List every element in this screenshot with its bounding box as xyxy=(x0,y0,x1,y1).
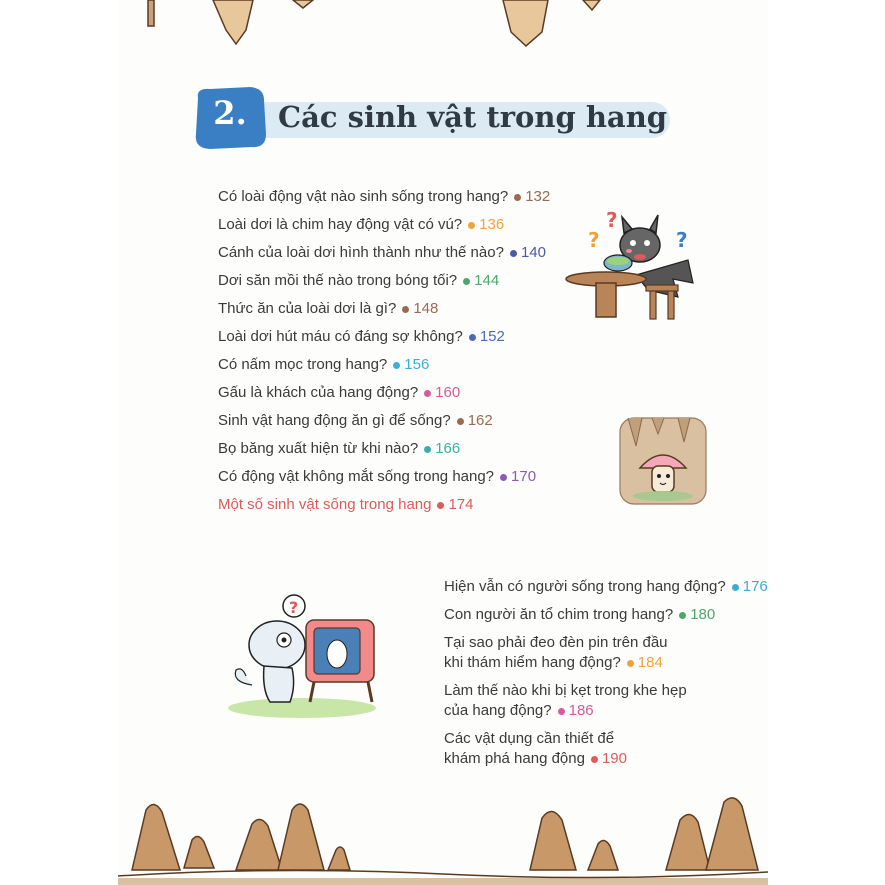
svg-text:?: ? xyxy=(289,598,299,617)
bat-eating-illustration xyxy=(558,205,708,325)
toc-item[interactable]: Loài dơi là chim hay động vật có vú? 136 xyxy=(218,216,505,233)
page-number: 132 xyxy=(525,188,551,205)
toc-item[interactable]: Hiện vẫn có người sống trong hang động? 176 xyxy=(444,578,768,595)
page-number: 186 xyxy=(568,702,594,719)
bullet-dot xyxy=(393,362,400,369)
bullet-dot xyxy=(457,418,464,425)
bullet-dot xyxy=(437,502,444,509)
toc-item[interactable]: Dơi săn mồi thế nào trong bóng tối? 144 xyxy=(218,272,500,289)
page-number: 170 xyxy=(511,468,537,485)
toc-item[interactable]: Làm thế nào khi bị kẹt trong khe hẹp của hang động? 186 xyxy=(444,682,687,719)
toc-list-primary xyxy=(218,183,558,519)
bullet-dot xyxy=(510,250,517,257)
bullet-dot xyxy=(402,306,409,313)
bullet-dot xyxy=(469,334,476,341)
toc-item[interactable]: Một số sinh vật sống trong hang 174 xyxy=(218,496,474,513)
toc-item[interactable]: Có loài động vật nào sinh sống trong hang? 132 xyxy=(218,188,551,205)
bullet-dot xyxy=(558,708,565,715)
svg-text:?: ? xyxy=(606,208,618,232)
section-title: Các sinh vật trong hang xyxy=(278,100,668,134)
creature-tv-illustration xyxy=(222,590,382,720)
bullet-dot xyxy=(591,756,598,763)
stalagmite-decoration xyxy=(118,790,768,885)
toc-item[interactable]: Sinh vật hang động ăn gì để sống? 162 xyxy=(218,412,493,429)
page-number: 162 xyxy=(467,412,493,429)
page-number: 190 xyxy=(601,750,627,767)
section-number: 2. xyxy=(213,94,247,132)
toc-item[interactable]: Cánh của loài dơi hình thành như thế nào? 140 xyxy=(218,244,546,261)
bullet-dot xyxy=(627,660,634,667)
toc-item[interactable]: Tại sao phải đeo đèn pin trên đầu khi thám hiểm hang động? 184 xyxy=(444,634,668,671)
page-number: 166 xyxy=(435,440,461,457)
page-margin xyxy=(768,0,885,885)
bullet-dot xyxy=(679,612,686,619)
page-number: 184 xyxy=(637,654,663,671)
stalactite-decoration xyxy=(118,0,768,60)
bullet-dot xyxy=(468,222,475,229)
page-number: 156 xyxy=(404,356,430,373)
bullet-dot xyxy=(424,390,431,397)
toc-item[interactable]: Gấu là khách của hang động? 160 xyxy=(218,384,461,401)
bullet-dot xyxy=(463,278,470,285)
svg-text:?: ? xyxy=(676,228,688,252)
page-number: 144 xyxy=(474,272,500,289)
page-number: 148 xyxy=(413,300,439,317)
toc-item[interactable]: Loài dơi hút máu có đáng sợ không? 152 xyxy=(218,328,505,345)
page-number: 174 xyxy=(448,496,474,513)
toc-item[interactable]: Bọ băng xuất hiện từ khi nào? 166 xyxy=(218,440,461,457)
book-page xyxy=(118,0,768,885)
toc-item[interactable]: Có động vật không mắt sống trong hang? 170 xyxy=(218,468,537,485)
svg-text:?: ? xyxy=(588,228,600,252)
toc-item[interactable]: Các vật dụng cần thiết để khám phá hang động 190 xyxy=(444,730,627,767)
toc-item[interactable]: Con người ăn tổ chim trong hang? 180 xyxy=(444,606,716,623)
bullet-dot xyxy=(424,446,431,453)
toc-list-secondary xyxy=(444,577,768,777)
page-number: 176 xyxy=(742,578,768,595)
bullet-dot xyxy=(500,474,507,481)
bullet-dot xyxy=(514,194,521,201)
page-number: 180 xyxy=(690,606,716,623)
section-header xyxy=(190,84,670,156)
bullet-dot xyxy=(732,584,739,591)
page-number: 160 xyxy=(435,384,461,401)
page-number: 152 xyxy=(479,328,505,345)
toc-item[interactable]: Thức ăn của loài dơi là gì? 148 xyxy=(218,300,439,317)
mushroom-illustration xyxy=(618,416,708,506)
page-number: 136 xyxy=(479,216,505,233)
toc-item[interactable]: Có nấm mọc trong hang? 156 xyxy=(218,356,430,373)
page-number: 140 xyxy=(520,244,546,261)
